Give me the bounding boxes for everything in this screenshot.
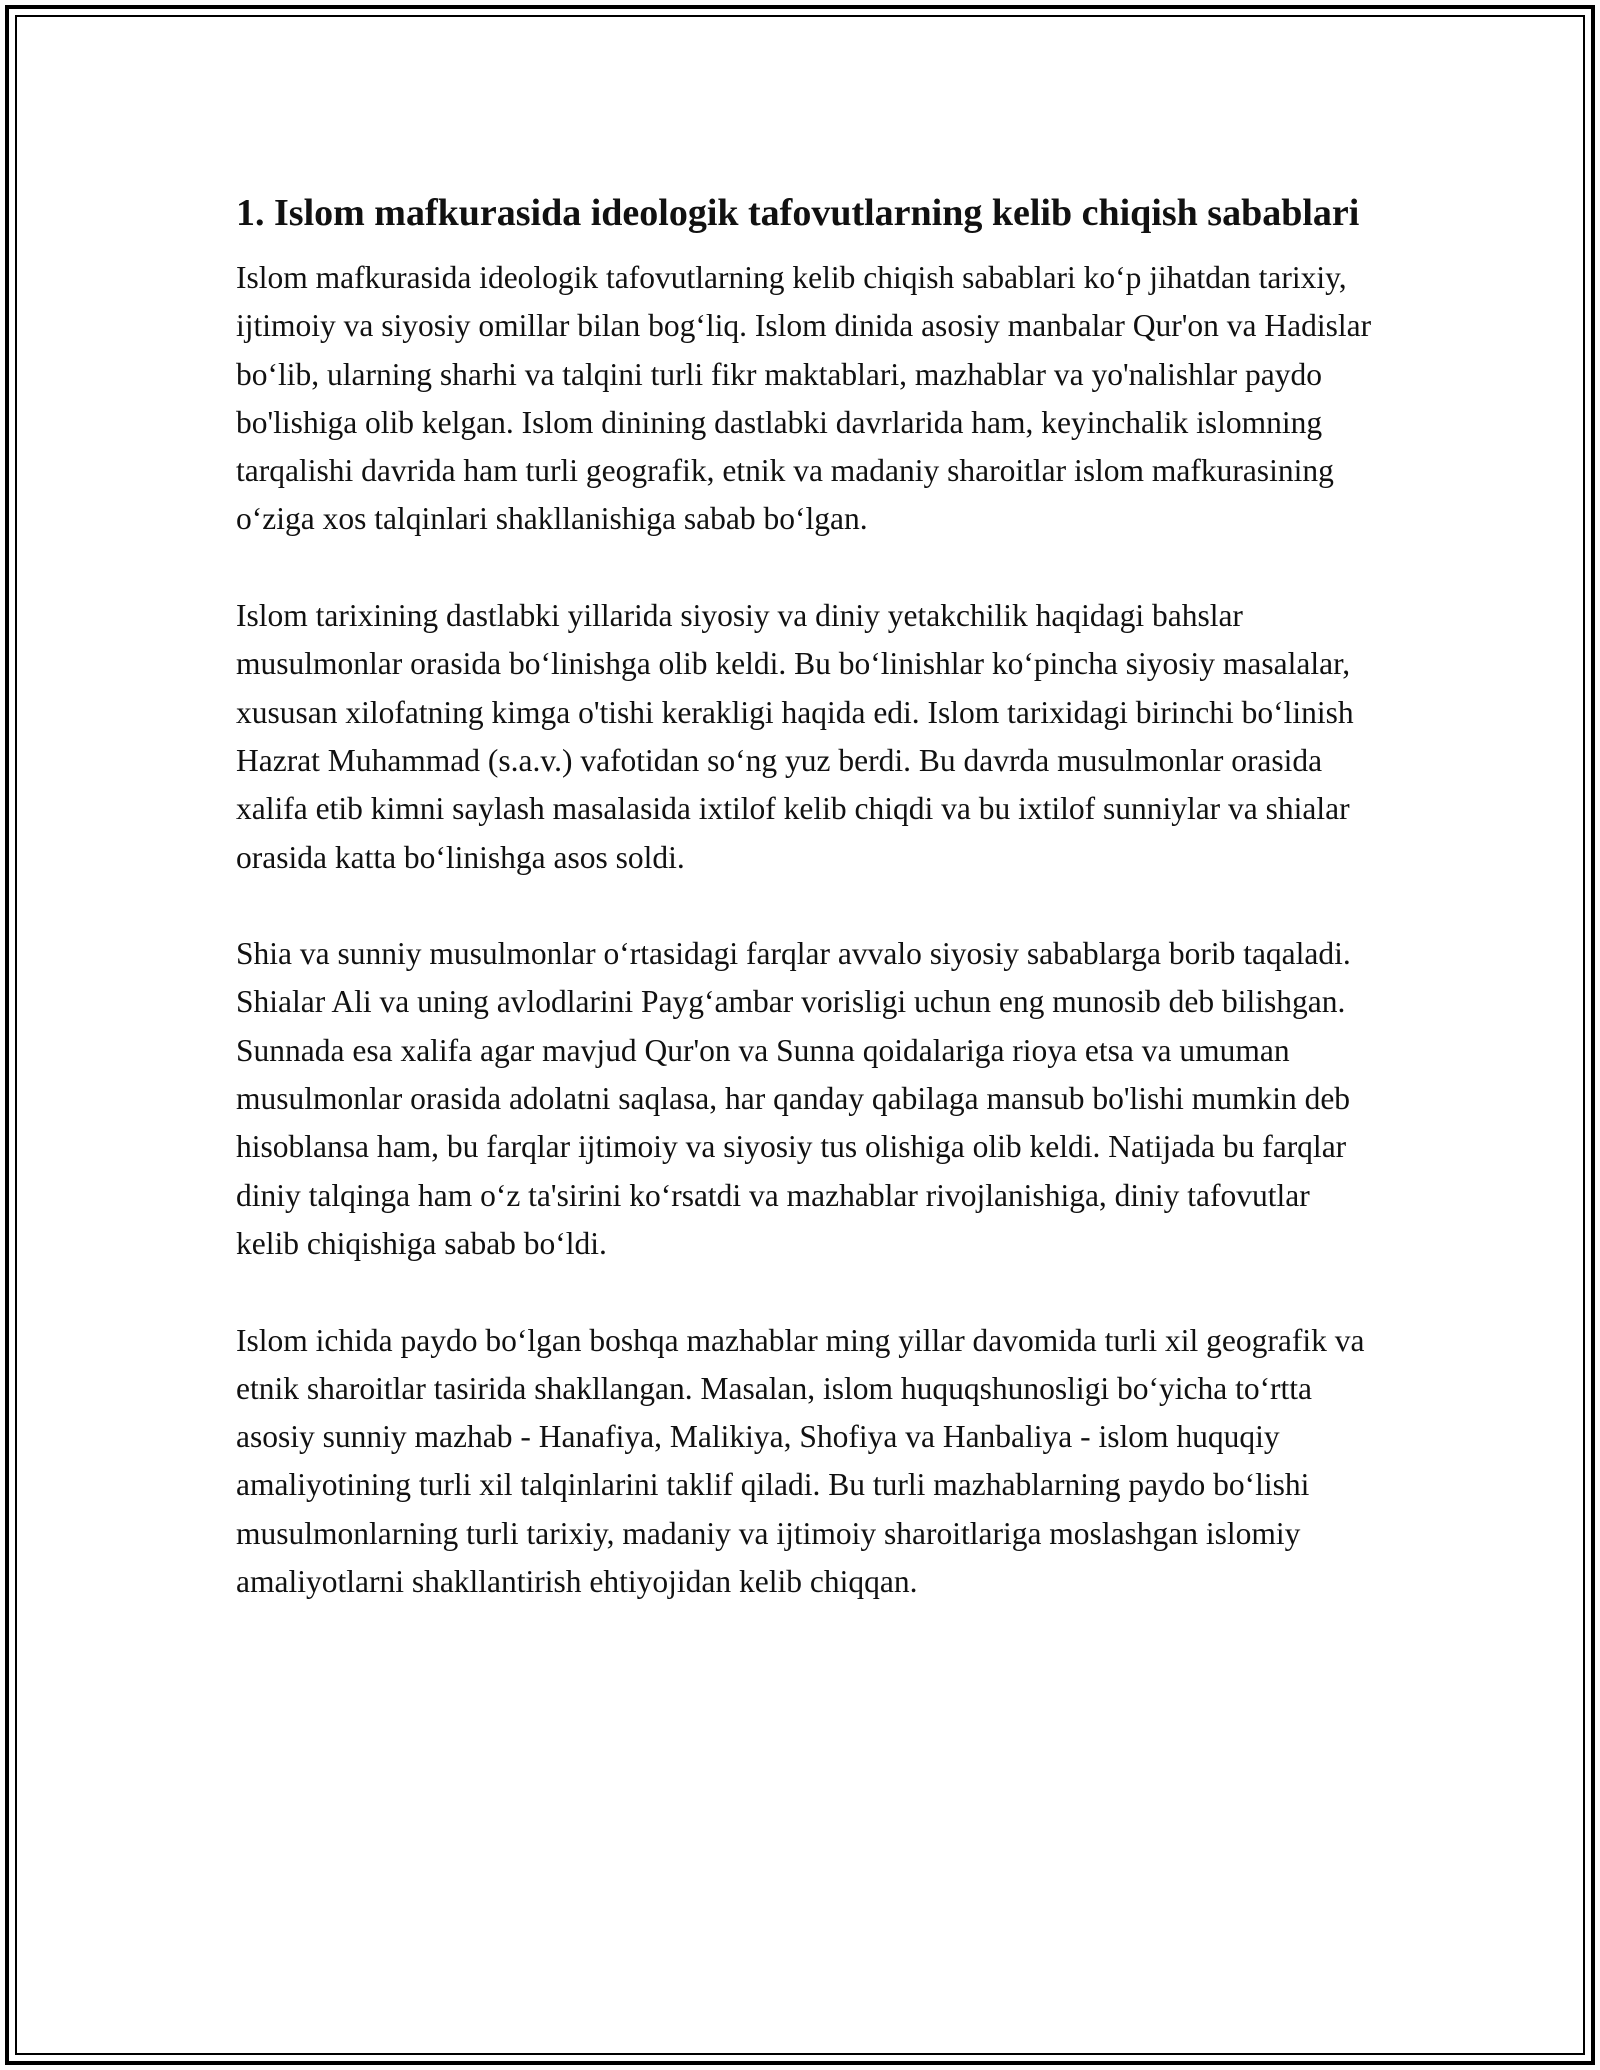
paragraph-madhhabs: Islom ichida paydo boʻlgan boshqa mazhablar ming yillar davomida turli xil geografik va etnik sharoitlar tasirida shakllangan. Masalan, islom huquqshunosligi boʻyicha toʻrtta asosiy sunniy mazhab - Hanafiya, Malikiya, Shofiya va Hanbaliya - islom huquqiy amaliyotining turli xil talqinlarini taklif qiladi. Bu turli mazhablarning paydo boʻlishi musulmonlarning turli tarixiy, madaniy va ijtimoiy sharoitlariga moslashgan islomiy amaliyotlarni shakllantirish ehtiyojidan kelib chiqqan. — [236, 1322, 1365, 1600]
paragraph-causes-overview: Islom mafkurasida ideologik tafovutlarning kelib chiqish sabablari koʻp jihatdan tarixiy, ijtimoiy va siyosiy omillar bilan bogʻliq. Islom dinida asosiy manbalar Qur'on va Hadislar boʻlib, ularning sharhi va talqini turli fikr maktablari, mazhablar va yo'nalishlar paydo bo'lishiga olib kelgan. Islom dinining dastlabki davrlarida ham, keyinchalik islomning tarqalishi davrida ham turli geografik, etnik va madaniy sharoitlar islom mafkurasining oʻziga xos talqinlari shakllanishiga sabab boʻlgan. — [236, 260, 1372, 537]
paragraph-early-split: Islom tarixining dastlabki yillarida siyosiy va diniy yetakchilik haqidagi bahslar musulmonlar orasida boʻlinishga olib keldi. Bu boʻlinishlar koʻpincha siyosiy masalalar, xususan xilofatning kimga o'tishi kerakligi haqida edi. Islom tarixidagi birinchi boʻlinish Hazrat Muhammad (s.a.v.) vafotidan soʻng yuz berdi. Bu davrda musulmonlar orasida xalifa etib kimni saylash masalasida ixtilof kelib chiqdi va bu ixtilof sunniylar va shialar orasida katta boʻlinishga asos soldi. — [236, 598, 1354, 875]
paragraph-shia-sunni-differences: Shia va sunniy musulmonlar oʻrtasidagi farqlar avvalo siyosiy sabablarga borib taqaladi. Shialar Ali va uning avlodlarini Paygʻambar vorisligi uchun eng munosib deb bilishgan. Sunnada esa xalifa agar mavjud Qur'on va Sunna qoidalariga rioya etsa va umuman musulmonlar orasida adolatni saqlasa, har qanday qabilaga mansub bo'lishi mumkin deb hisoblansa ham, bu farqlar ijtimoiy va siyosiy tus olishiga olib keldi. Natijada bu farqlar diniy talqinga ham oʻz ta'sirini koʻrsatdi va mazhablar rivojlanishiga, diniy tafovutlar kelib chiqishiga sabab boʻldi. — [236, 936, 1351, 1261]
section-heading: 1. Islom mafkurasida ideologik tafovutlarning kelib chiqish sabablari — [236, 192, 1360, 234]
document-body — [236, 186, 1376, 1606]
